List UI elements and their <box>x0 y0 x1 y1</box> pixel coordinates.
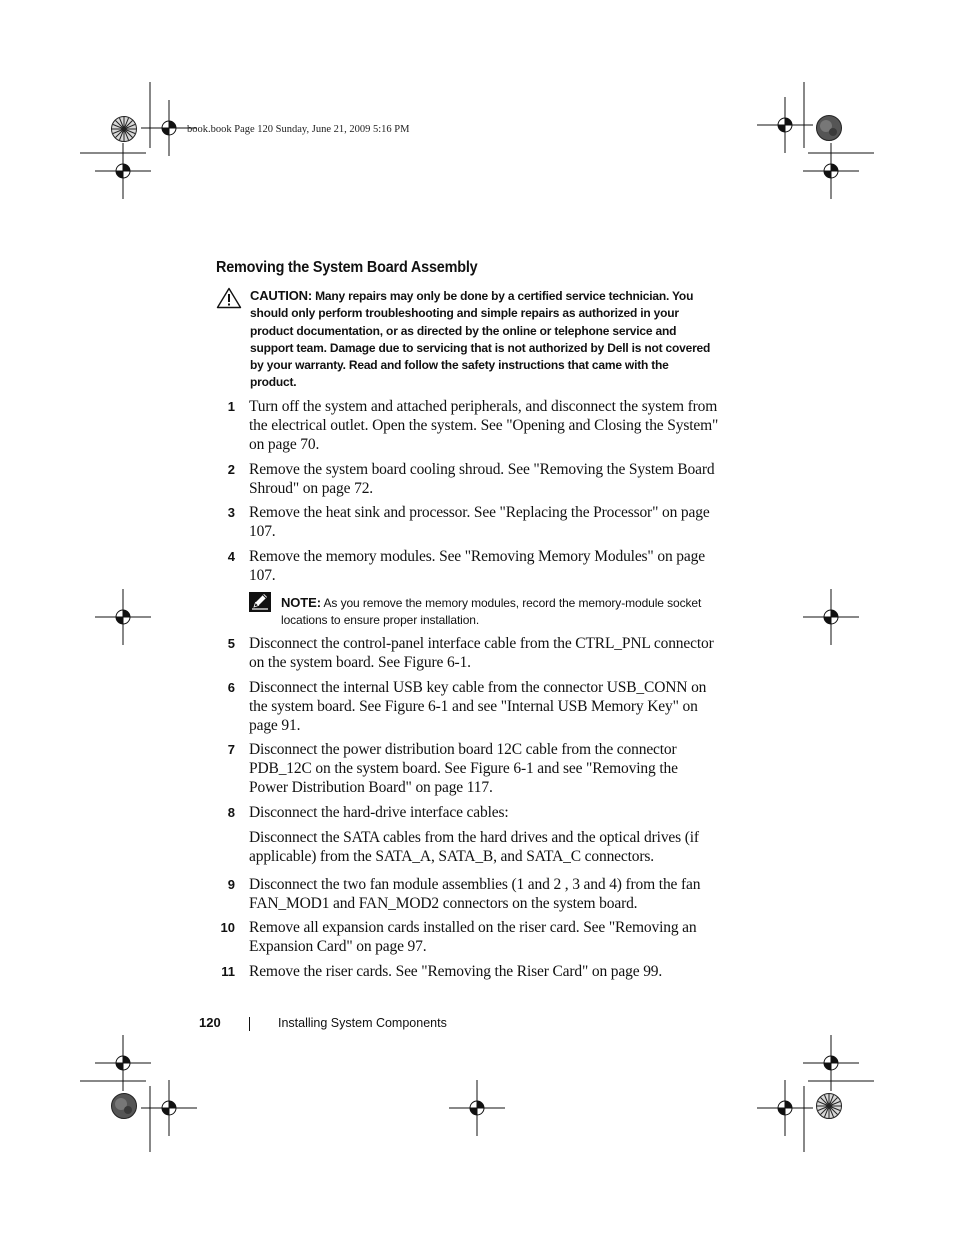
step-text: Remove all expansion cards installed on the riser card. See "Removing an Expansion Card" on page 97. <box>249 919 697 955</box>
caution-label: CAUTION: <box>250 288 312 303</box>
step-number: 1 <box>227 399 235 414</box>
page-number: 120 <box>199 1015 221 1030</box>
step-text: Disconnect the two fan module assemblies (1 and 2 , 3 and 4) from the fan FAN_MOD1 and FAN_MOD2 connectors on the system board. <box>249 876 701 912</box>
step-text: Disconnect the power distribution board 12C cable from the connector PDB_12C on the system board. See Figure 6-1 and see "Removing the Power Distribution Board" on page 117. <box>249 741 678 796</box>
step-number: 5 <box>227 636 235 651</box>
step-number: 2 <box>227 462 235 477</box>
section-title: Removing the System Board Assembly <box>216 259 478 276</box>
chapter-title: Installing System Components <box>278 1016 447 1030</box>
note-label: NOTE: <box>281 595 321 610</box>
footer-divider <box>249 1017 250 1031</box>
step-text: Disconnect the hard-drive interface cables: <box>249 804 509 821</box>
step-number: 4 <box>227 549 235 564</box>
step-text: Remove the heat sink and processor. See "Replacing the Processor" on page 107. <box>249 504 710 540</box>
step-text: Remove the riser cards. See "Removing the Riser Card" on page 99. <box>249 963 663 980</box>
step-number: 11 <box>221 964 235 979</box>
step-text: Disconnect the internal USB key cable from the connector USB_CONN on the system board. See Figure 6-1 and see "Internal USB Memory Key" on page 91. <box>249 679 707 734</box>
step-text: Remove the system board cooling shroud. See "Removing the System Board Shroud" on page 72. <box>249 461 715 497</box>
step-text: Remove the memory modules. See "Removing Memory Modules" on page 107. <box>249 548 705 584</box>
step-number: 7 <box>227 742 235 757</box>
step-text: Turn off the system and attached peripherals, and disconnect the system from the electrical outlet. Open the system. See "Opening and Closing the System" on page 70. <box>249 398 719 453</box>
caution-text <box>250 287 718 392</box>
step-number: 3 <box>227 505 235 520</box>
note-body: As you remove the memory modules, record the memory-module socket locations to ensure proper installation. <box>281 596 702 627</box>
print-header: book.book Page 120 Sunday, June 21, 2009 5:16 PM <box>187 124 410 135</box>
step8-detail: Disconnect the SATA cables from the hard drives and the optical drives (if applicable) from the SATA_A, SATA_B, and SATA_C connectors. <box>249 829 699 865</box>
step-number: 8 <box>227 805 235 820</box>
caution-body: Many repairs may only be done by a certified service technician. You should only perform troubleshooting and simple repairs as authorized in your product documentation, or as directed by the online or telephone service and support team. Damage due to servicing that is not authorized by Dell is not covered by your warranty. Read and follow the safety instructions that came with the product. <box>250 289 711 390</box>
step-text: Disconnect the control-panel interface cable from the CTRL_PNL connector on the system board. See Figure 6-1. <box>249 635 714 671</box>
step-number: 10 <box>220 920 235 935</box>
note-text <box>281 594 721 629</box>
pencil-note-icon <box>249 592 271 612</box>
step-number: 6 <box>227 680 235 695</box>
warning-triangle-icon <box>216 287 242 309</box>
step-number: 9 <box>227 877 235 892</box>
